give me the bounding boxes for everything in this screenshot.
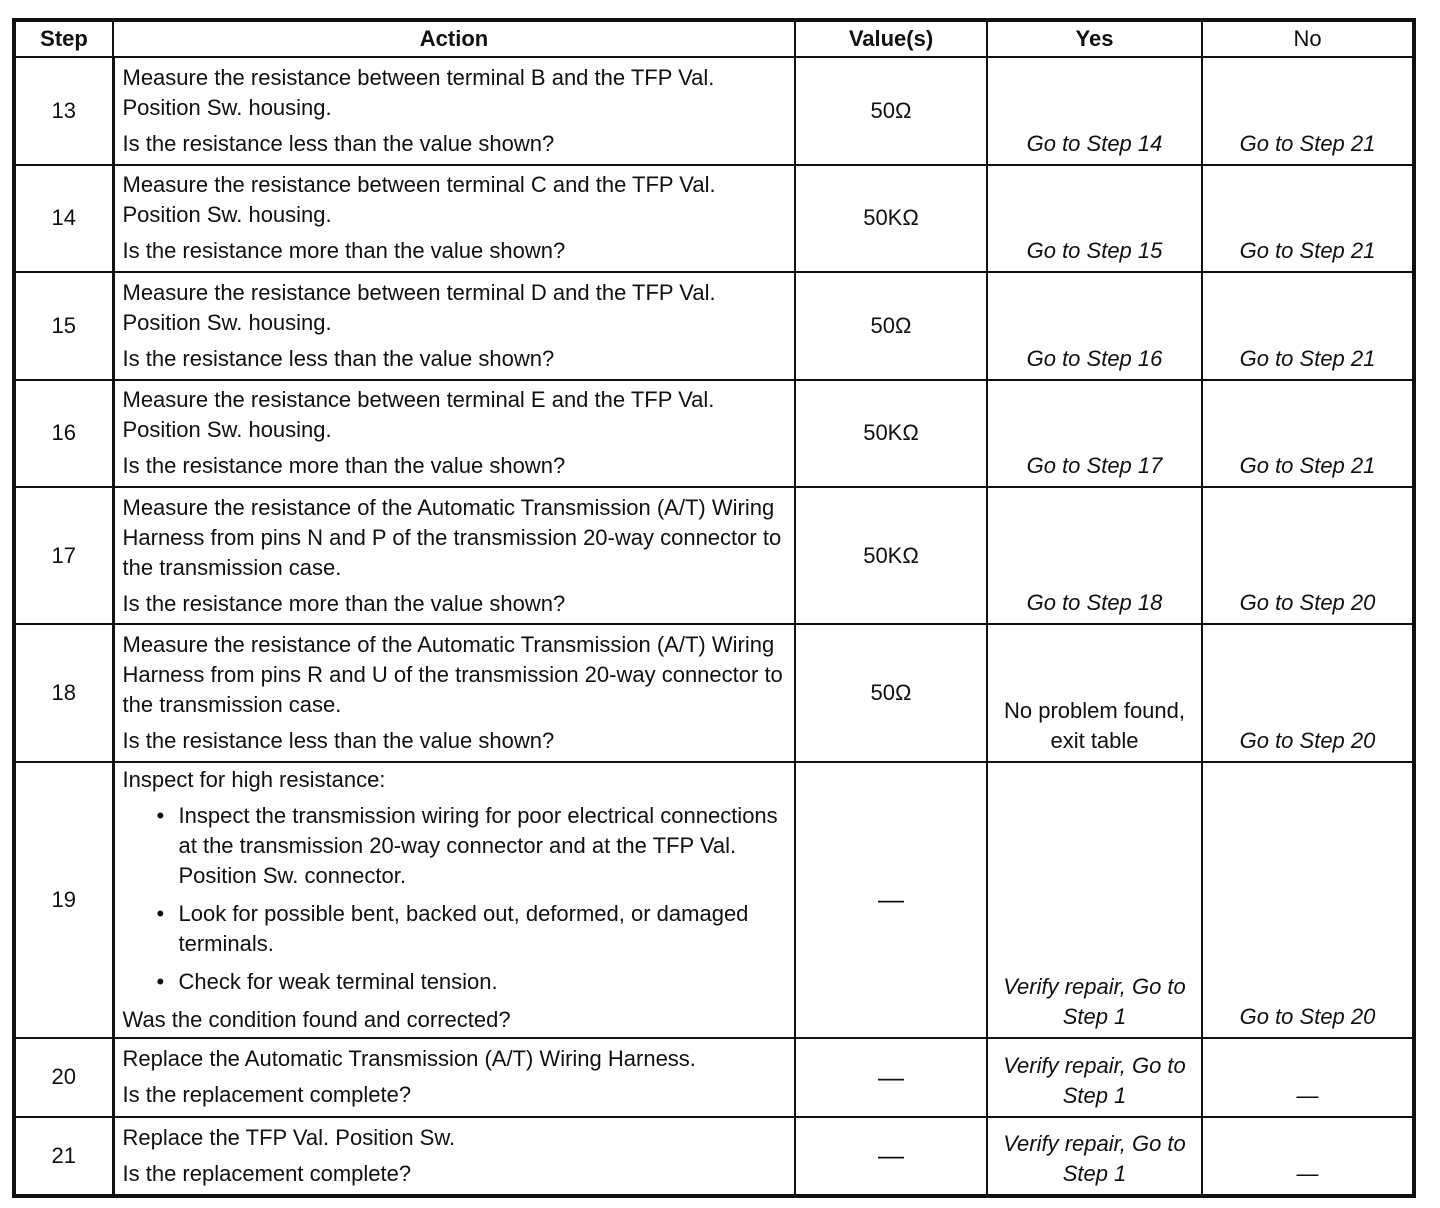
table-row (15, 1038, 1413, 1116)
action-cell (113, 487, 795, 624)
action-text: Measure the resistance between terminal E and the TFP Val. Position Sw. housing. (122, 387, 715, 443)
yes-cell: Go to Step 18 (987, 487, 1202, 624)
step-number: 20 (15, 1038, 113, 1116)
table-row (15, 272, 1413, 380)
step-number: 16 (15, 380, 113, 488)
action-text: Measure the resistance between terminal C and the TFP Val. Position Sw. housing. (122, 172, 716, 228)
yes-cell: Verify repair, Go to Step 1 (987, 1038, 1202, 1116)
yes-cell: Go to Step 17 (987, 380, 1202, 488)
step-number: 19 (15, 762, 113, 1038)
action-text: Measure the resistance between terminal D and the TFP Val. Position Sw. housing. (122, 279, 716, 335)
step-number: 17 (15, 487, 113, 624)
table-row (15, 380, 1413, 488)
step-number: 14 (15, 165, 113, 273)
value-cell: 50Ω (795, 624, 987, 762)
action-question: Is the replacement complete? (122, 1160, 412, 1186)
value-cell: 50KΩ (795, 487, 987, 624)
yes-cell: No problem found, exit table (987, 624, 1202, 762)
value-cell: 50KΩ (795, 165, 987, 273)
action-cell (113, 1117, 795, 1195)
yes-cell: Go to Step 16 (987, 272, 1202, 380)
table-row (15, 762, 1413, 1038)
action-question: Was the condition found and corrected? (122, 1006, 511, 1032)
action-cell (113, 380, 795, 488)
no-cell: — (1202, 1117, 1413, 1195)
table-row (15, 57, 1413, 165)
no-cell: Go to Step 21 (1202, 165, 1413, 273)
value-cell: — (795, 762, 987, 1038)
yes-cell: Go to Step 14 (987, 57, 1202, 165)
action-text: Measure the resistance of the Automatic Transmission (A/T) Wiring Harness from pins N and P of the transmission 20-way connector to the transmission case. (122, 494, 782, 580)
step-number: 13 (15, 57, 113, 165)
value-cell: 50KΩ (795, 380, 987, 488)
action-text: Measure the resistance between terminal B and the TFP Val. Position Sw. housing. (122, 64, 715, 120)
action-cell (113, 272, 795, 380)
table-row (15, 487, 1413, 624)
step-number: 15 (15, 272, 113, 380)
action-question: Is the resistance less than the value shown? (122, 345, 555, 371)
action-text: Replace the TFP Val. Position Sw. (122, 1124, 456, 1150)
no-cell: Go to Step 20 (1202, 624, 1413, 762)
yes-cell: Verify repair, Go to Step 1 (987, 762, 1202, 1038)
action-question: Is the resistance less than the value shown? (122, 727, 555, 753)
action-question: Is the resistance less than the value shown? (122, 130, 555, 156)
step-number: 18 (15, 624, 113, 762)
header-value: Value(s) (795, 21, 987, 57)
table-row (15, 165, 1413, 273)
header-row (15, 21, 1413, 57)
no-cell: Go to Step 21 (1202, 272, 1413, 380)
table-row (15, 624, 1413, 762)
diagnostic-table (14, 20, 1414, 1196)
value-cell: — (795, 1117, 987, 1195)
no-cell: Go to Step 20 (1202, 487, 1413, 624)
checklist-item: • Inspect the transmission wiring for poor electrical connections at the transmission 20-way connector and at the TFP Val. Position Sw. connector. (179, 801, 787, 891)
yes-cell: Go to Step 15 (987, 165, 1202, 273)
action-question: Is the replacement complete? (122, 1082, 412, 1108)
value-cell: — (795, 1038, 987, 1116)
header-step: Step (15, 21, 113, 57)
action-question: Is the resistance more than the value shown? (122, 453, 566, 479)
step-number: 21 (15, 1117, 113, 1195)
action-cell (113, 762, 795, 1038)
value-cell: 50Ω (795, 57, 987, 165)
action-text: Inspect for high resistance: (122, 766, 386, 792)
action-text: Measure the resistance of the Automatic Transmission (A/T) Wiring Harness from pins R and U of the transmission 20-way connector to the transmission case. (122, 631, 783, 717)
checklist-item: • Look for possible bent, backed out, deformed, or damaged terminals. (179, 899, 787, 959)
no-cell: — (1202, 1038, 1413, 1116)
no-cell: Go to Step 21 (1202, 380, 1413, 488)
checklist-item: • Check for weak terminal tension. (179, 967, 787, 997)
header-no: No (1202, 21, 1413, 57)
action-question: Is the resistance more than the value shown? (122, 238, 566, 264)
inspection-checklist (123, 801, 787, 997)
action-cell (113, 57, 795, 165)
action-text: Replace the Automatic Transmission (A/T) Wiring Harness. (122, 1046, 696, 1072)
action-question: Is the resistance more than the value shown? (122, 590, 566, 616)
header-yes: Yes (987, 21, 1202, 57)
yes-cell: Verify repair, Go to Step 1 (987, 1117, 1202, 1195)
no-cell: Go to Step 20 (1202, 762, 1413, 1038)
action-cell (113, 624, 795, 762)
action-cell (113, 1038, 795, 1116)
no-cell: Go to Step 21 (1202, 57, 1413, 165)
action-cell (113, 165, 795, 273)
value-cell: 50Ω (795, 272, 987, 380)
diagnostic-table-sheet (12, 18, 1416, 1198)
table-row (15, 1117, 1413, 1195)
header-action: Action (113, 21, 795, 57)
